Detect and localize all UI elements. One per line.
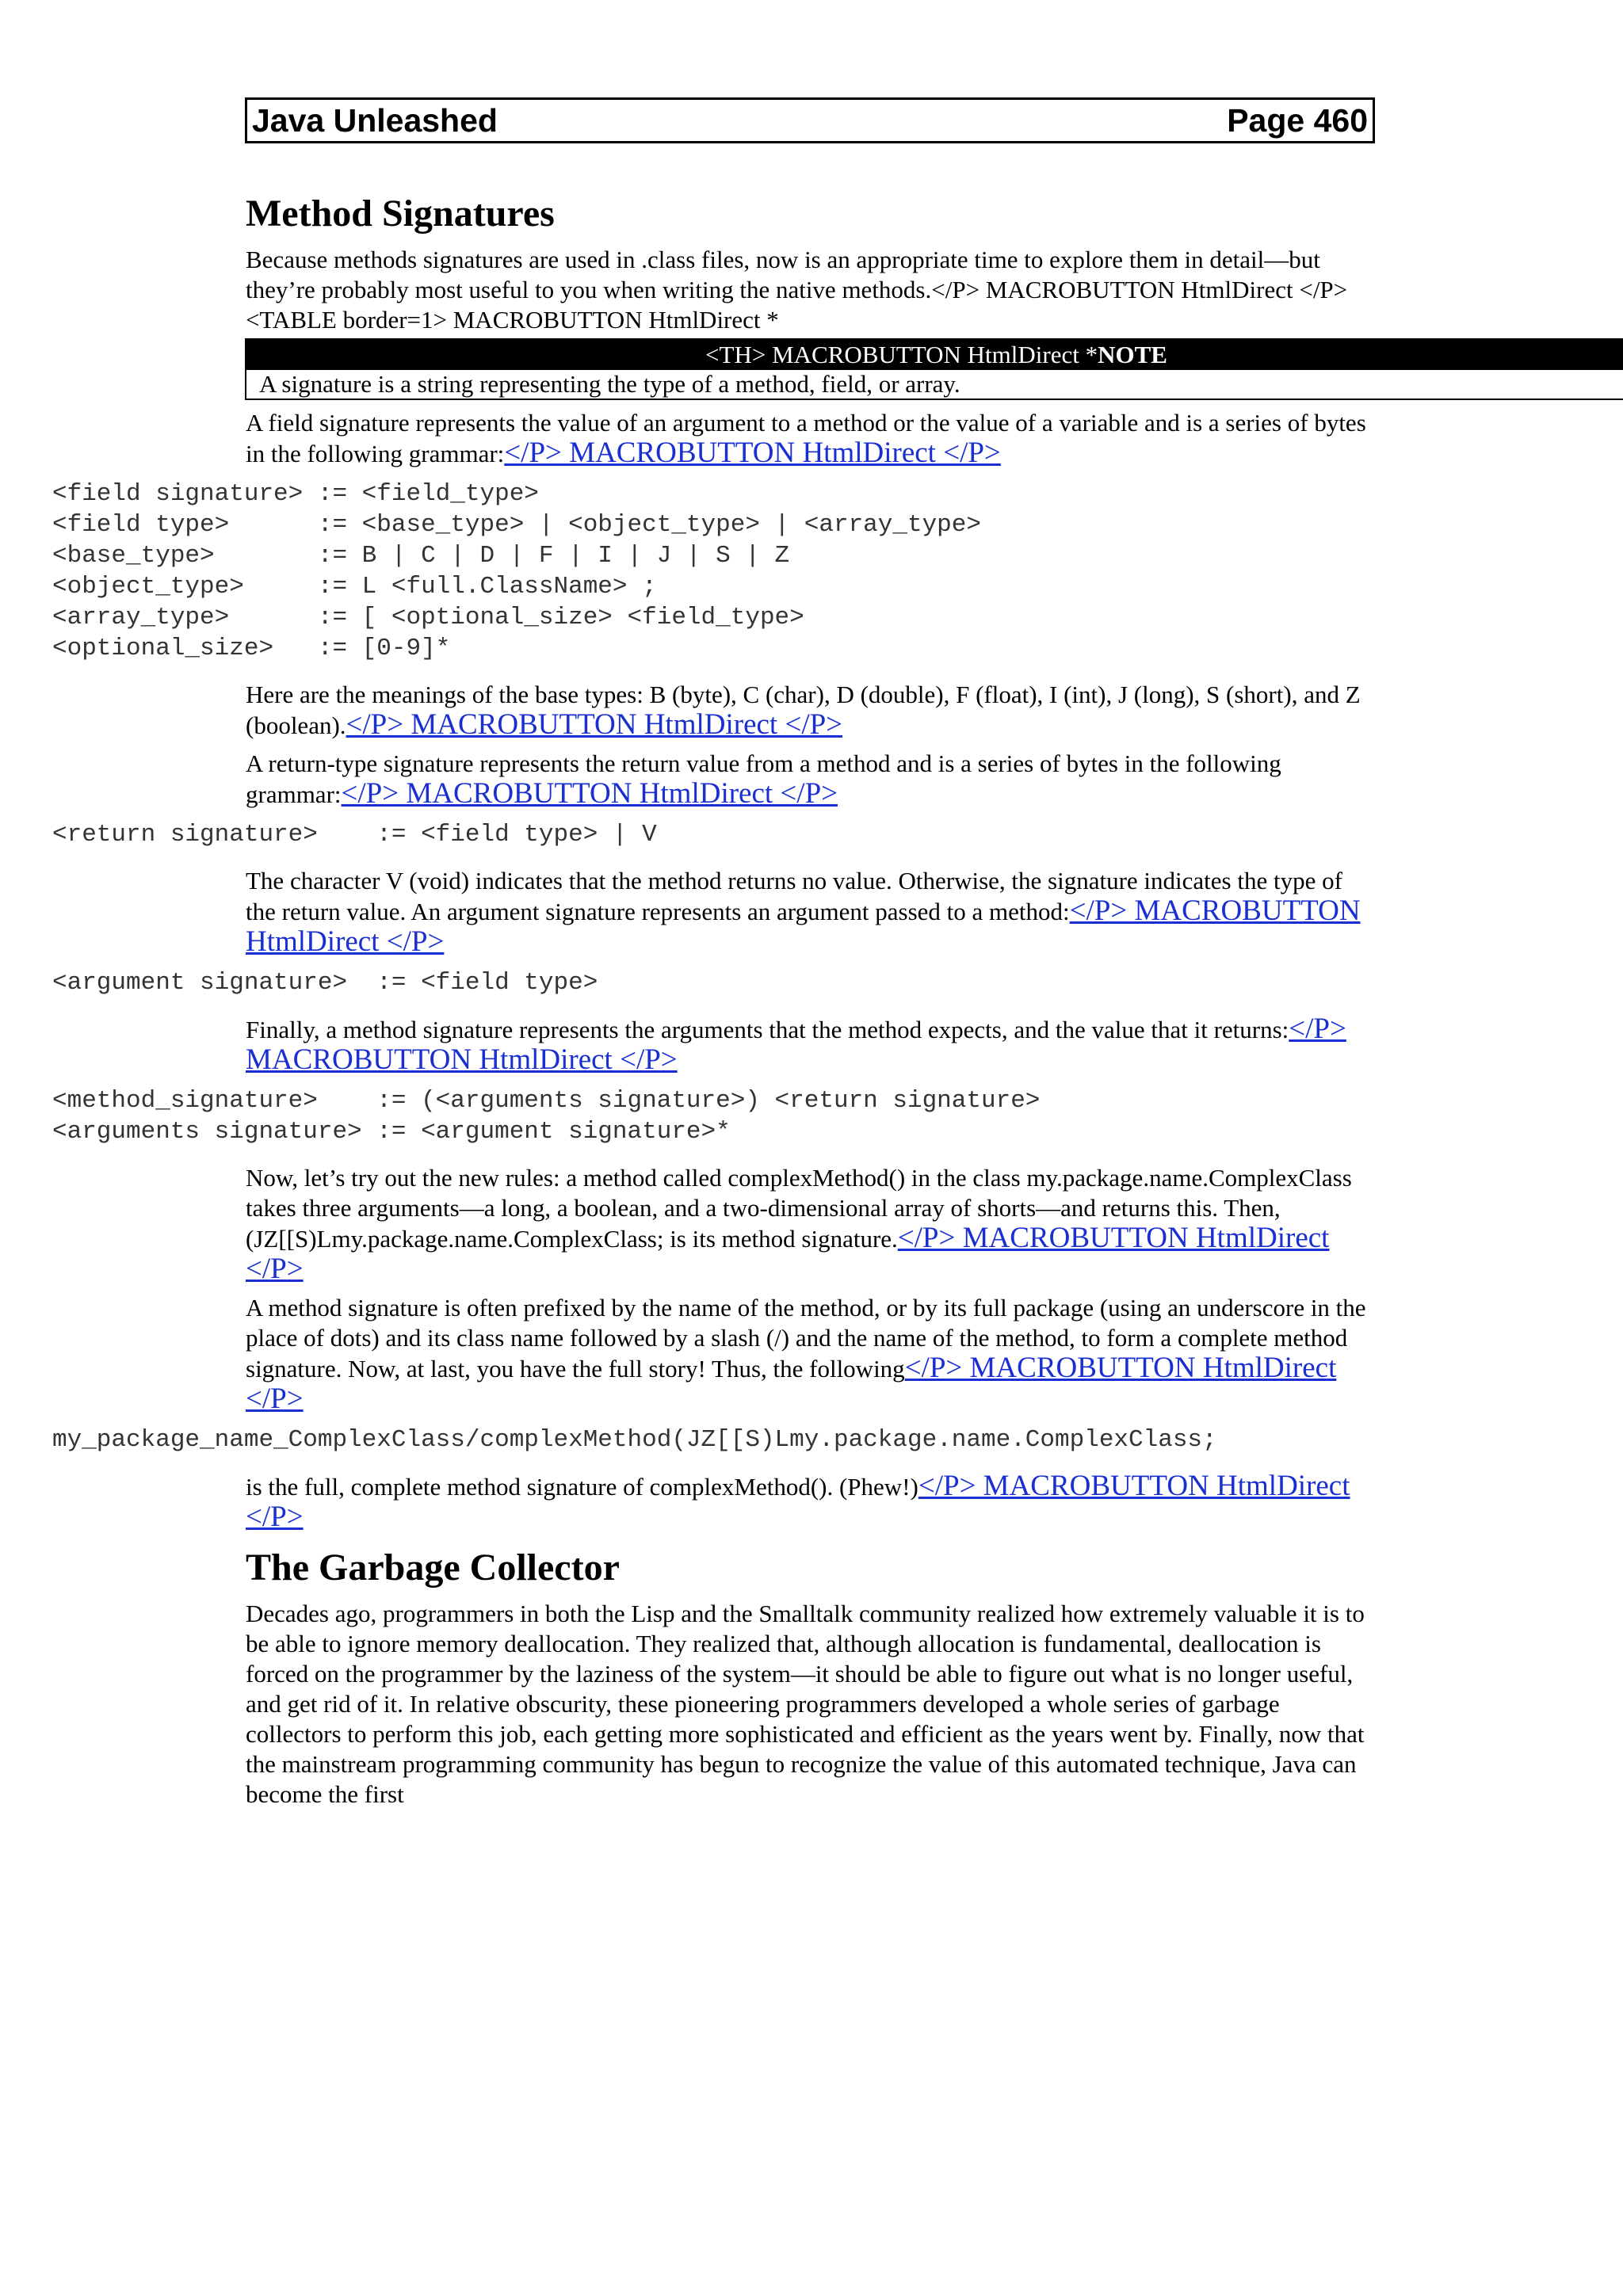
note-header: [246, 340, 1623, 370]
page-header: [245, 97, 1375, 143]
paragraph-text: Finally, a method signature represents the arguments that the method expects, and the value that it returns:: [246, 1015, 1289, 1043]
note-label: NOTE: [1098, 340, 1167, 368]
macrobutton-link[interactable]: </P> MACROBUTTON HtmlDirect </P>: [246, 1221, 1330, 1285]
return-grammar-code: <return signature> := <field type> | V: [52, 820, 657, 849]
garbage-collector-paragraph: Decades ago, programmers in both the Lisp and the Smalltalk community realized how extremely valuable it is to be able to ignore memory deallocation. They realized that, although allocation is fundamental, deallocation is forced on the programmer by the laziness of the system—it should be able to figure out what is no longer useful, and get rid of it. In relative obscurity, these pioneering programmers developed a whole series of garbage collectors to perform this job, each getting more sophisticated and efficient as the years went by. Finally, now that the mainstream programming community has begun to recognize the value of this automated technique, Java can become the first: [246, 1599, 1365, 1808]
paragraph-text: A method signature is often prefixed by the name of the method, or by its full package (using an underscore in the place of dots) and its class name followed by a slash (/) and the name of the method, to form a complete method signature. Now, at last, you have the full story! Thus, the following: [246, 1293, 1366, 1383]
method-grammar-code: <method_signature> := (<arguments signature>) <return signature> <arguments signature> := <argument signature>*: [52, 1086, 1041, 1146]
macrobutton-link[interactable]: </P> MACROBUTTON HtmlDirect </P>: [346, 707, 843, 741]
paragraph-text: A return-type signature represents the return value from a method and is a series of bytes in the following grammar:: [246, 749, 1281, 808]
full-signature-code: my_package_name_ComplexClass/complexMethod(JZ[[S)Lmy.package.name.ComplexClass;: [52, 1425, 1217, 1454]
page-number: Page 460: [1227, 101, 1368, 139]
section-heading-garbage-collector: The Garbage Collector: [246, 1546, 620, 1589]
field-grammar-code: <field signature> := <field_type> <field type> := <base_type> | <object_type> | <array_type> <base_type> := B | C | D | F | I | J | S | Z <object_type> := L <full.ClassName> ; <array_type> := [ <optional_size> <field_type> <optional_size> := [0-9]*: [52, 479, 981, 662]
note-box: [245, 338, 1623, 400]
macrobutton-link[interactable]: </P> MACROBUTTON HtmlDirect </P>: [246, 1469, 1350, 1533]
macrobutton-link[interactable]: </P> MACROBUTTON HtmlDirect </P>: [246, 1351, 1337, 1415]
paragraph-text: A field signature represents the value of an argument to a method or the value of a variable and is a series of bytes in the following grammar:: [246, 408, 1366, 467]
base-types-paragraph: [246, 680, 1371, 741]
paragraph-text: Now, let’s try out the new rules: a method called complexMethod() in the class my.package.name.ComplexClass takes three arguments—a long, a boolean, and a two-dimensional array of shorts—and returns this. Then, (JZ[[S)Lmy.package.name.ComplexClass; is its method signature.: [246, 1163, 1352, 1253]
note-header-prefix: <TH> MACROBUTTON HtmlDirect *: [705, 340, 1098, 368]
prefix-paragraph: [246, 1293, 1371, 1415]
macrobutton-link[interactable]: </P> MACROBUTTON HtmlDirect </P>: [246, 1012, 1346, 1076]
book-title: Java Unleashed: [252, 101, 498, 139]
paragraph-text: Here are the meanings of the base types: B (byte), C (char), D (double), F (float), I (int), J (long), S (short), and Z (boolean).: [246, 680, 1361, 739]
page-content: [52, 193, 1371, 1817]
field-signature-paragraph: [246, 408, 1371, 469]
macrobutton-link[interactable]: </P> MACROBUTTON HtmlDirect </P>: [246, 894, 1361, 958]
return-type-paragraph: [246, 749, 1371, 810]
section-heading-method-signatures: Method Signatures: [246, 193, 555, 235]
macrobutton-link[interactable]: </P> MACROBUTTON HtmlDirect </P>: [341, 776, 838, 810]
macrobutton-link[interactable]: </P> MACROBUTTON HtmlDirect </P>: [504, 436, 1001, 469]
example-paragraph: [246, 1163, 1371, 1285]
method-signature-paragraph: [246, 1014, 1371, 1076]
intro-paragraph: Because methods signatures are used in .class files, now is an appropriate time to explore them in detail—but they’re probably most useful to you when writing the native methods.</P> MACROBUTTON HtmlDirect </P><TABLE border=1> MACROBUTTON HtmlDirect *: [246, 245, 1348, 334]
void-paragraph: [246, 866, 1371, 958]
paragraph-text: The character V (void) indicates that the method returns no value. Otherwise, the signature indicates the type of the return value. An argument signature represents an argument passed to a method:: [246, 866, 1342, 925]
paragraph-text: is the full, complete method signature of complexMethod(). (Phew!): [246, 1472, 918, 1501]
full-signature-paragraph: [246, 1471, 1371, 1533]
note-body: A signature is a string representing the type of a method, field, or array.: [259, 369, 960, 398]
argument-grammar-code: <argument signature> := <field type>: [52, 968, 598, 997]
